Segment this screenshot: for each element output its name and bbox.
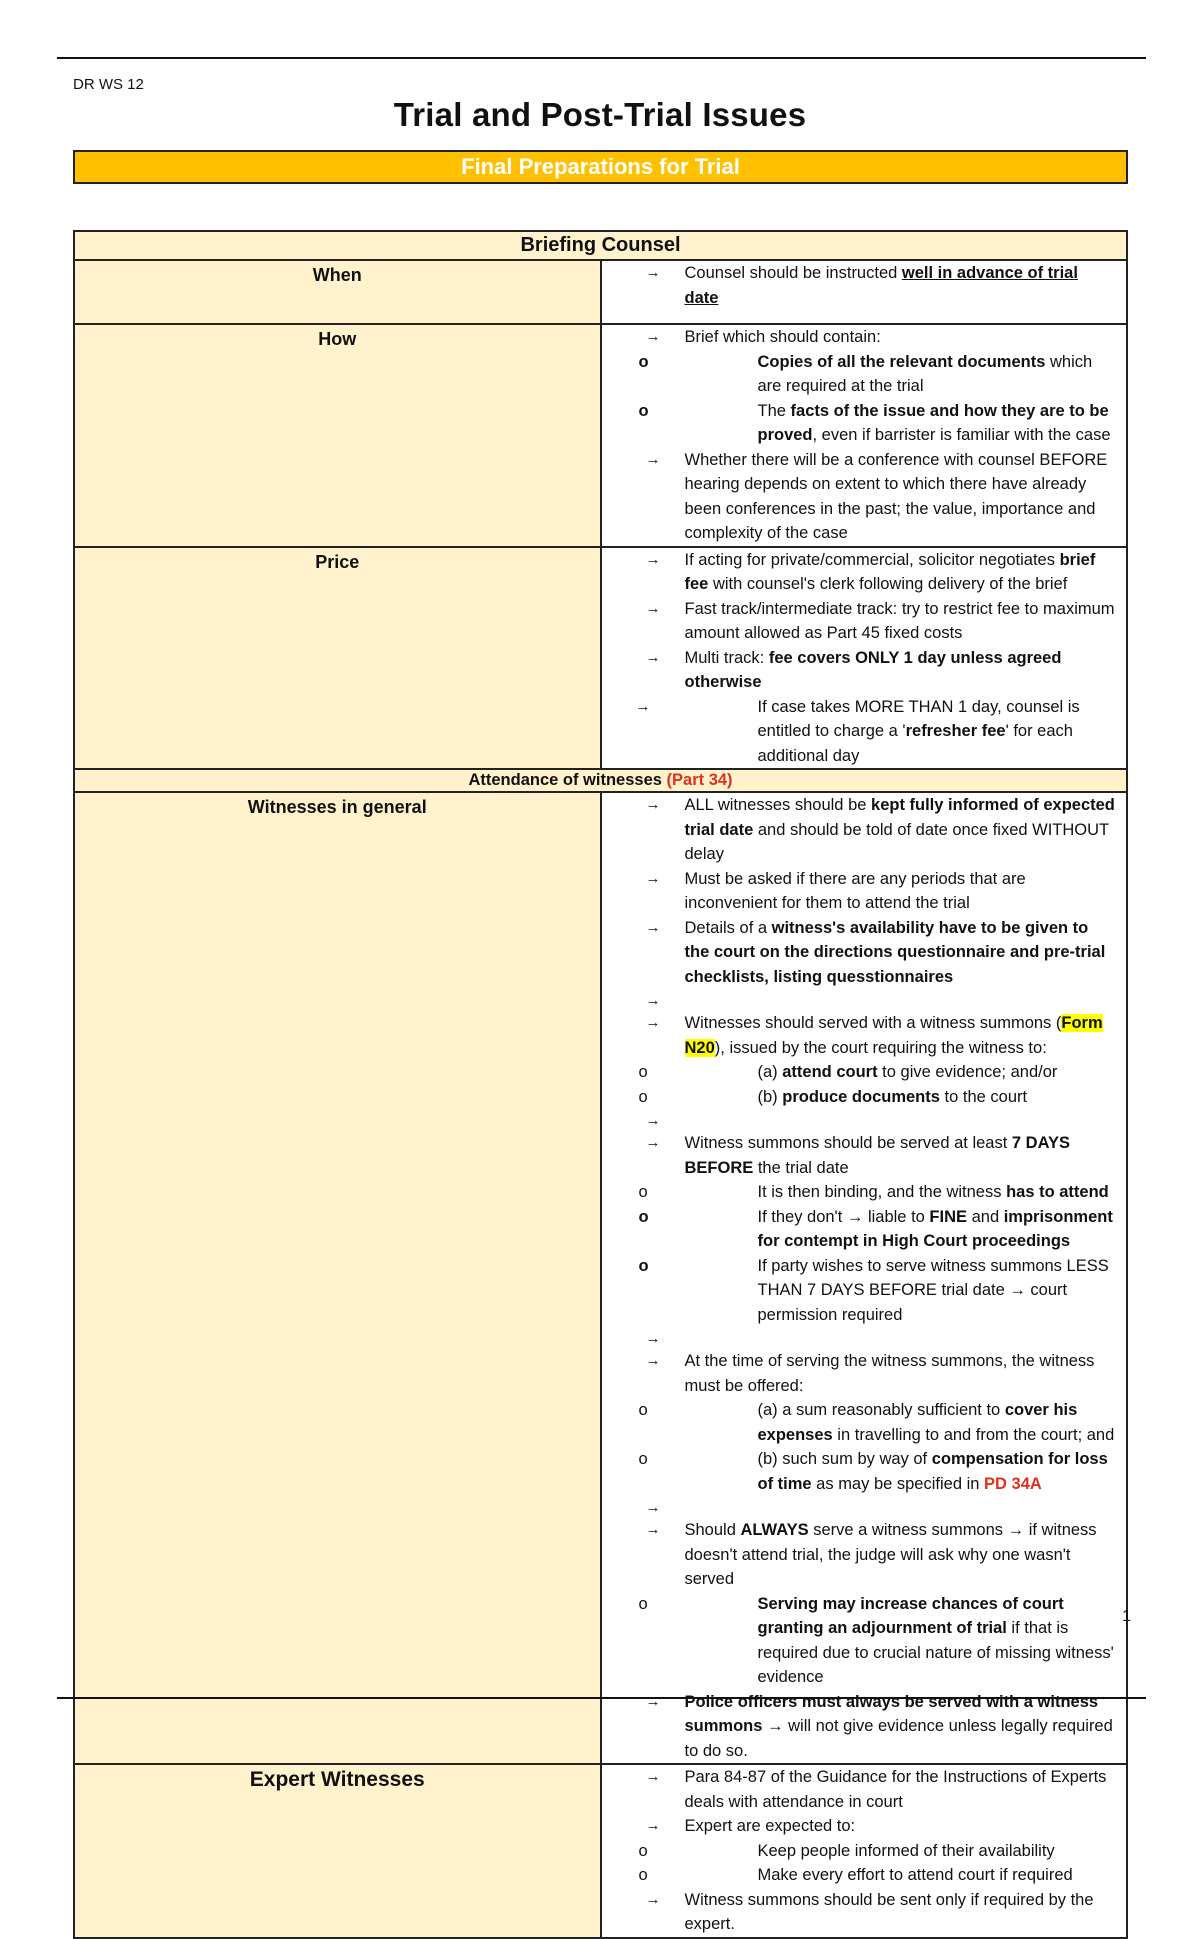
list-item: → Witness summons should be sent only if required by the expert. (602, 1888, 1117, 1937)
page-number: 1 (1122, 1608, 1131, 1625)
list-item: o Keep people informed of their availability (602, 1839, 1117, 1864)
list-item: → At the time of serving the witness summons, the witness must be offered: o (a) a sum reasonably sufficient to cover his expenses in travelling to and from the court; and o (b) such sum by way of compensation for loss of time as may be specified in PD 34A (602, 1349, 1117, 1496)
list-item: o Copies of all the relevant documents which are required at the trial (602, 350, 1117, 399)
list-item: → Multi track: fee covers ONLY 1 day unless agreed otherwise → If case takes MORE THAN 1 day, counsel is entitled to charge a 'refresher fee' for each additional day (602, 646, 1117, 769)
price-row (74, 547, 1127, 770)
list-item: → Witnesses should served with a witness summons (Form N20), issued by the court requiring the witness to: o (a) attend court to give evidence; and/or o (b) produce documents to the court (602, 1011, 1117, 1109)
list-item: → Details of a witness's availability have to be given to the court on the directions questionnaire and pre-trial checklists, listing quesstionnaires (602, 916, 1117, 990)
list-item: o It is then binding, and the witness has to attend (602, 1180, 1117, 1205)
list-item: o If party wishes to serve witness summons LESS THAN 7 DAYS BEFORE trial date → court permission required (602, 1254, 1117, 1328)
expert-witnesses-row (74, 1764, 1127, 1938)
notes-table (73, 230, 1128, 1939)
list-item: → Witness summons should be served at least 7 DAYS BEFORE the trial date o It is then binding, and the witness has to attend o If they don't → liable to FINE and imprisonment for contempt in High Court proceedings o If party wishes to serve witness summons LESS THAN 7 DAYS BEFORE trial date → court permission required (602, 1131, 1117, 1327)
list-item: o The facts of the issue and how they are to be proved, even if barrister is familiar with the case (602, 399, 1117, 448)
witnesses-general-content (601, 792, 1128, 1764)
list-item: o (a) attend court to give evidence; and/or (602, 1060, 1117, 1085)
list-item: → Para 84-87 of the Guidance for the Instructions of Experts deals with attendance in court (602, 1765, 1117, 1814)
list-item: o (a) a sum reasonably sufficient to cover his expenses in travelling to and from the court; and (602, 1398, 1117, 1447)
list-item: o (b) such sum by way of compensation for loss of time as may be specified in PD 34A (602, 1447, 1117, 1496)
list-item: → Must be asked if there are any periods that are inconvenient for them to attend the trial (602, 867, 1117, 916)
price-label: Price (74, 547, 601, 770)
document-code: DR WS 12 (73, 76, 144, 93)
list-item: → Expert are expected to: o Keep people informed of their availability o Make every effort to attend court if required (602, 1814, 1117, 1888)
section-banner: Final Preparations for Trial (73, 150, 1128, 184)
witnesses-general-row (74, 792, 1127, 1764)
list-item: o If they don't → liable to FINE and imprisonment for contempt in High Court proceedings (602, 1205, 1117, 1254)
when-content (601, 260, 1128, 324)
form-n20-highlight: Form N20 (684, 1014, 1103, 1057)
when-label: When (74, 260, 601, 324)
when-row (74, 260, 1127, 324)
bottom-rule (57, 1697, 1146, 1699)
list-item: → Counsel should be instructed well in advance of trial date (602, 261, 1117, 310)
pd-34a-reference: PD 34A (984, 1474, 1042, 1493)
list-item: → Should ALWAYS serve a witness summons → if witness doesn't attend trial, the judge will ask why one wasn't served o Serving may increase chances of court granting an adjournment of trial if that is required due to crucial nature of missing witness' evidence (602, 1518, 1117, 1690)
list-item: → Fast track/intermediate track: try to restrict fee to maximum amount allowed as Part 45 fixed costs (602, 597, 1117, 646)
list-item: → Whether there will be a conference with counsel BEFORE hearing depends on extent to which there have already been conferences in the past; the value, importance and complexity of the case (602, 448, 1117, 546)
list-item: → Police officers must always be served with a witness summons → will not give evidence unless legally required to do so. (602, 1690, 1117, 1764)
expert-witnesses-label: Expert Witnesses (74, 1764, 601, 1938)
list-item: → If case takes MORE THAN 1 day, counsel is entitled to charge a 'refresher fee' for each additional day (602, 695, 1117, 769)
list-item: o Make every effort to attend court if required (602, 1863, 1117, 1888)
part-34-reference: (Part 34) (666, 771, 733, 789)
page-title: Trial and Post-Trial Issues (393, 96, 807, 133)
how-content (601, 324, 1128, 547)
list-item: → ALL witnesses should be kept fully informed of expected trial date and should be told of date once fixed WITHOUT delay (602, 793, 1117, 867)
briefing-counsel-header: Briefing Counsel (74, 231, 1127, 260)
top-rule (57, 57, 1146, 59)
list-item: → If acting for private/commercial, solicitor negotiates brief fee with counsel's clerk following delivery of the brief (602, 548, 1117, 597)
attendance-header: Attendance of witnesses (Part 34) (74, 769, 1127, 792)
expert-witnesses-content (601, 1764, 1128, 1938)
list-item: o (b) produce documents to the court (602, 1085, 1117, 1110)
list-item: → Brief which should contain: o Copies of all the relevant documents which are required at the trial o The facts of the issue and how they are to be proved, even if barrister is familiar with the case (602, 325, 1117, 448)
witnesses-general-label: Witnesses in general (74, 792, 601, 1764)
list-item: o Serving may increase chances of court granting an adjournment of trial if that is required due to crucial nature of missing witness' evidence (602, 1592, 1117, 1690)
price-content (601, 547, 1128, 770)
how-row (74, 324, 1127, 547)
how-label: How (74, 324, 601, 547)
